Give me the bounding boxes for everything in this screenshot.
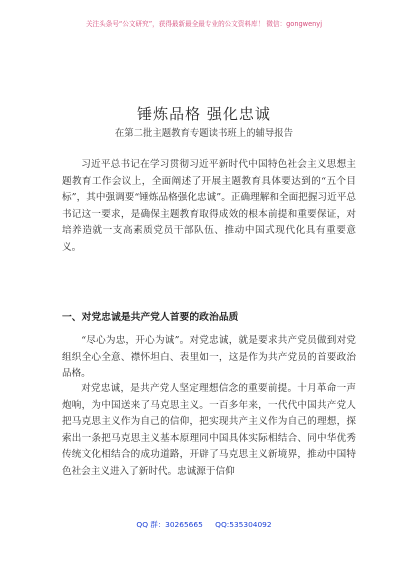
document-subtitle: 在第二批主题教育专题读书班上的辅导报告 bbox=[114, 128, 294, 139]
footer-contact bbox=[0, 519, 408, 530]
paragraph-intro: 习近平总书记在学习贯彻习近平新时代中国特色社会主义思想主题教育工作会议上，全面阐述了开展主题教育具体要达到的“五个目标”，其中强调要“锤炼品格强化忠诚”。正确理解和全面把握习近平总书记这一要求，是确保主题教育取得成效的根本前提和重要保证，对培养造就一支高素质党员干部队伍、推动中国式现代化具有重要意义。 bbox=[62, 159, 356, 253]
document-title: 锤炼品格 强化忠诚 bbox=[137, 105, 271, 124]
paragraph-loyalty-definition: “尽心为忠，开心为诚”。对党忠诚，就是要求共产党员做到对党组织全心全意、襟怀坦白、表里如一，这是作为共产党员的首要政治品格。 bbox=[62, 335, 356, 379]
footer-qq-group: QQ 群：30265665 bbox=[136, 520, 203, 529]
top-promo-banner: 关注头条号“公文研究”，获得最新最全最专业的公文资料库！ 微信：gongwenyj bbox=[85, 20, 323, 28]
footer-qq: QQ:535304092 bbox=[215, 520, 272, 529]
section-heading-1: 一、对党忠诚是共产党人首要的政治品质 bbox=[62, 312, 239, 323]
paragraph-loyalty-premise: 对党忠诚，是共产党人坚定理想信念的重要前提。十月革命一声炮响，为中国送来了马克思主义。一百多年来，一代代中国共产党人把马克思主义作为自己的信仰，把实现共产主义作为自己的理想，探索出一条把马克思主义基本原理同中国具体实际相结合、同中华优秀传统文化相结合的成功道路，开辟了马克思主义新境界，推动中国特色社会主义进入了新时代。忠诚源于信仰 bbox=[62, 383, 356, 477]
